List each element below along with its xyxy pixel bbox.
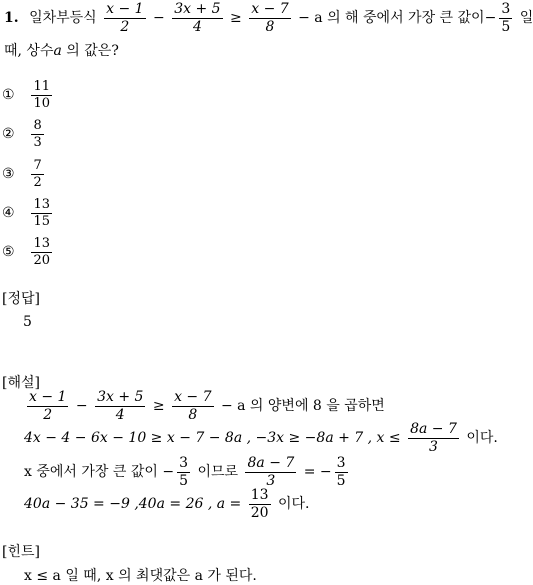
- question-intro: 일차부등식: [29, 10, 97, 27]
- fraction: $\frac{x - 7}{8}$: [174, 389, 212, 423]
- fraction: $\frac{x - 1}{2}$: [106, 1, 144, 35]
- fraction: $\frac{x - 1}{2}$: [29, 389, 67, 423]
- fraction: $\frac{3}{5}$: [336, 455, 346, 489]
- question-number: 1.: [4, 10, 19, 27]
- solution-line-2: 4x − 4 − 6x − 10 ≥ x − 7 − 8a , −3x ≥ −8a + 7 , x ≤ $\frac{8a - 7}{3}$ 이다.: [24, 421, 498, 455]
- fraction: $\frac{3x + 5}{4}$: [97, 389, 144, 423]
- choice-1[interactable]: [2, 80, 55, 110]
- choice-mark: ②: [2, 126, 15, 143]
- fraction: $\frac{3}{5}$: [501, 1, 511, 35]
- question-line-2: 때, 상수a 의 값은?: [4, 43, 119, 59]
- solution-line-1: $\frac{x - 1}{2}$ − $\frac{3x + 5}{4}$ ≥ $\frac{x - 7}{8}$ − a 의 양변에 8 을 곱하면: [29, 389, 385, 423]
- fraction: $\frac{11}{10}$: [33, 79, 50, 111]
- fraction: $\frac{3}{5}$: [179, 455, 188, 489]
- answer-value: 5: [23, 314, 32, 330]
- hint-label: [힌트]: [2, 544, 40, 560]
- hint-text: x ≤ a 일 때, x 의 최댓값은 a 가 된다.: [24, 568, 257, 584]
- choice-5[interactable]: [2, 237, 55, 267]
- fraction: $\frac{8a - 7}{3}$: [410, 421, 457, 455]
- choice-2[interactable]: [2, 119, 47, 149]
- fraction: $\frac{7}{2}$: [33, 158, 42, 190]
- choice-4[interactable]: [2, 198, 55, 228]
- answer-label: [정답]: [2, 291, 40, 307]
- choice-mark: ③: [2, 166, 15, 183]
- choice-mark: ①: [2, 87, 15, 104]
- fraction: $\frac{3x + 5}{4}$: [174, 1, 221, 35]
- choice-mark: ④: [2, 205, 15, 222]
- fraction: $\frac{8}{3}$: [33, 118, 42, 150]
- choice-3[interactable]: [2, 159, 47, 189]
- fraction: $\frac{13}{20}$: [33, 236, 50, 268]
- question-line-1: 1. 일차부등식 $\frac{x - 1}{2}$ − $\frac{3x + 5}{4}$ ≥ $\frac{x - 7}{8}$ − a 의 해 중에서 가장 큰 값이− $\frac{3}{5}$ 일: [4, 1, 533, 35]
- solution-label: [해설]: [2, 375, 40, 391]
- fraction: $\frac{13}{15}$: [33, 197, 50, 229]
- fraction: $\frac{13}{20}$: [250, 487, 269, 521]
- fraction: $\frac{8a - 7}{3}$: [247, 455, 295, 489]
- fraction: $\frac{x - 7}{8}$: [251, 1, 289, 35]
- solution-line-4: 40a − 35 = −9 ,40a = 26 , a = $\frac{13}{20}$ 이다.: [24, 487, 310, 521]
- solution-line-3: x 중에서 가장 큰 값이 − $\frac{3}{5}$ 이므로 $\frac{8a - 7}{3}$ = − $\frac{3}{5}$: [24, 455, 346, 489]
- choice-mark: ⑤: [2, 244, 15, 261]
